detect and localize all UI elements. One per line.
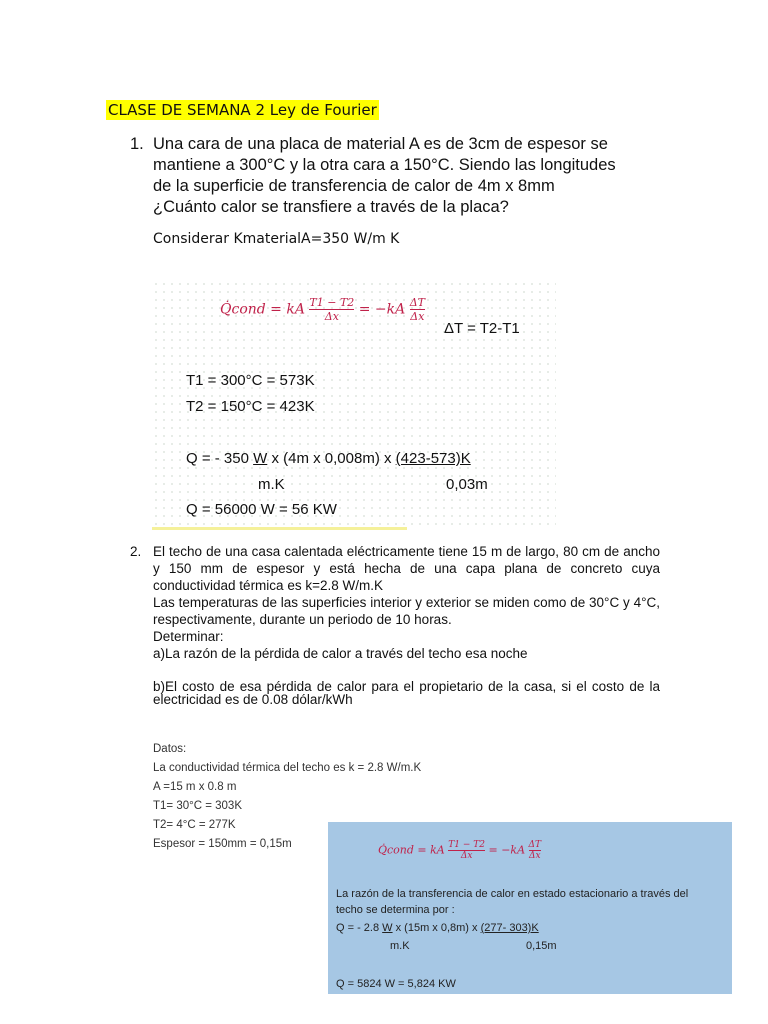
question-2-number: 2. [130, 544, 142, 559]
question-2-part-b: b)El costo de esa pérdida de calor para el propietario de la casa, si el costo de la electricidad es de 0.08 dólar/kWh [153, 679, 660, 707]
q-denominator: 0,03m [446, 476, 488, 493]
question-2 [130, 543, 660, 706]
solution-2-result: Q = 5824 W = 5,824 KW [336, 978, 456, 990]
t2-value: T2 = 150°C = 423K [186, 398, 315, 415]
question-2-determinar: Determinar: [153, 629, 224, 644]
datos-area: A =15 m x 0.8 m [153, 781, 237, 793]
formula-lhs: Q̇cond = kA [220, 301, 305, 318]
solution-2-unit: m.K [390, 940, 410, 952]
datos-title: Datos: [153, 743, 187, 755]
question-1-line: Una cara de una placa de material A es de 3cm de espesor se [153, 135, 608, 153]
datos-t1: T1= 30°C = 303K [153, 800, 242, 812]
q-equation: Q = - 350 W x (4m x 0,008m) x (423-573)K [186, 450, 471, 467]
question-1-line: mantiene a 300°C y la otra cara a 150°C. Siendo las longitudes [153, 156, 616, 174]
question-1-line: de la superficie de transferencia de calor de 4m x 8mm [153, 177, 555, 195]
q-unit: m.K [258, 476, 285, 493]
formula-mid: = −kA [358, 301, 406, 318]
consider-note: Considerar KmaterialA=350 W/m K [153, 231, 400, 247]
formula-fraction-2: $\frac{\Delta T}{\Delta x}$ [409, 296, 425, 323]
solution-2-text-1: La razón de la transferencia de calor en estado estacionario a través del [336, 888, 689, 900]
question-1-number: 1. [130, 135, 144, 153]
q-result: Q = 56000 W = 56 KW [186, 501, 337, 518]
datos-t2: T2= 4°C = 277K [153, 819, 236, 831]
formula-fraction: $\frac{T1 - T2}{\Delta x}$ [309, 296, 355, 323]
datos-k: La conductividad térmica del techo es k = 2.8 W/m.K [153, 762, 422, 774]
solution-2-image [328, 822, 732, 994]
solution-2-denominator: 0,15m [526, 940, 557, 952]
datos-espesor: Espesor = 150mm = 0,15m [153, 838, 292, 850]
solution-2-equation: Q = - 2.8 W x (15m x 0,8m) x (277- 303)K [336, 922, 539, 934]
question-1 [130, 134, 690, 218]
delta-t: ΔT = T2-T1 [444, 320, 520, 337]
solution-1-image [152, 280, 556, 530]
question-1-line: ¿Cuánto calor se transfiere a través de la placa? [153, 198, 509, 216]
question-2-part-a: a)La razón de la pérdida de calor a través del techo esa noche [153, 646, 528, 661]
solution-2-text-2: techo se determina por : [336, 904, 455, 916]
page-heading: CLASE DE SEMANA 2 Ley de Fourier [108, 101, 377, 119]
highlight-bar [152, 527, 407, 530]
question-2-paragraph-2: Las temperaturas de las superficies interior y exterior se miden como de 30°C y 4°C, respectivamente, durante un periodo de 10 horas. [153, 595, 660, 627]
fourier-formula [220, 296, 425, 323]
fourier-formula-2: Q̇cond = kA $\frac{T1 - T2}{\Delta x}$ = −kA $\frac{\Delta T}{\Delta x}$ [378, 840, 542, 861]
t1-value: T1 = 300°C = 573K [186, 372, 315, 389]
question-2-paragraph: El techo de una casa calentada eléctricamente tiene 15 m de largo, 80 cm de ancho y 150 mm de espesor y está hecha de una capa plana de concreto cuya conductividad térmica es k=2.8 W/m.K [153, 544, 660, 593]
